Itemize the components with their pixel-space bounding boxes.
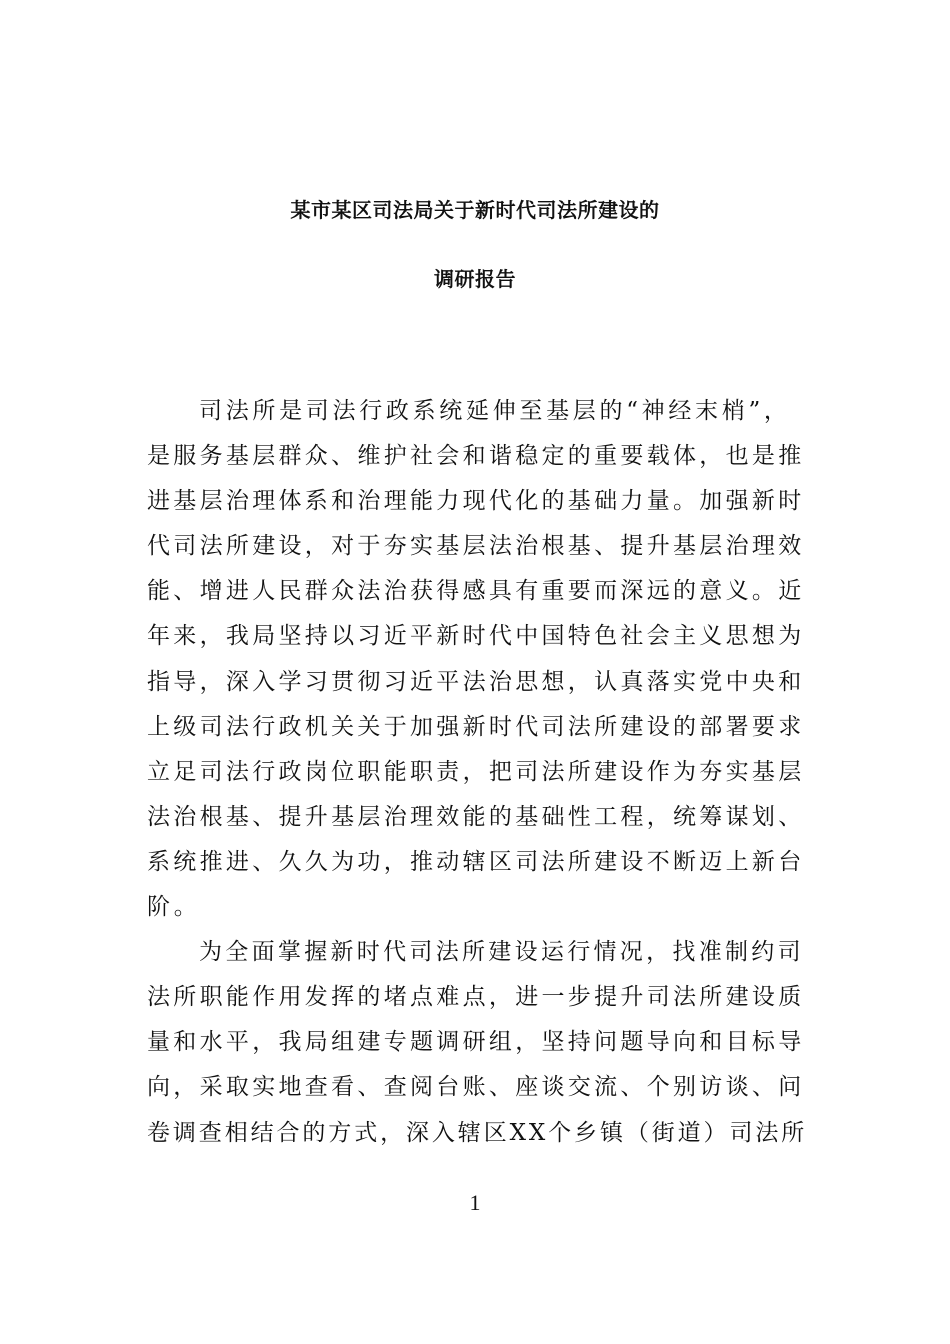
paragraph-1-line-6: 年来，我局坚持以习近平新时代中国特色社会主义思想为 — [147, 623, 805, 650]
paragraph-1-line-1: 司法所是司法行政系统延伸至基层的“神经末梢”， — [199, 398, 791, 424]
paragraph-1-line-7: 指导，深入学习贯彻习近平法治思想，认真落实党中央和 — [147, 668, 805, 695]
paragraph-2-line-2: 法所职能作用发挥的堵点难点，进一步提升司法所建设质 — [147, 984, 805, 1011]
title-line-2: 调研报告 — [434, 267, 516, 291]
paragraph-1-line-5: 能、增进人民群众法治获得感具有重要而深远的意义。近 — [147, 578, 805, 605]
paragraph-1-line-4: 代司法所建设，对于夯实基层法治根基、提升基层治理效 — [147, 533, 805, 560]
document-title — [0, 192, 950, 297]
paragraph-2-line-5: 卷调查相结合的方式，深入辖区XX个乡镇（街道）司法所 — [147, 1119, 808, 1146]
paragraph-2-line-4: 向，采取实地查看、查阅台账、座谈交流、个别访谈、问 — [147, 1074, 805, 1101]
paragraph-1-line-9: 立足司法行政岗位职能职责，把司法所建设作为夯实基层 — [147, 758, 805, 785]
paragraph-2-line-3: 量和水平，我局组建专题调研组，坚持问题导向和目标导 — [147, 1029, 805, 1056]
paragraph-1-line-11: 系统推进、久久为功，推动辖区司法所建设不断迈上新台 — [147, 848, 805, 875]
document-body — [147, 400, 807, 1167]
paragraph-1-line-8: 上级司法行政机关关于加强新时代司法所建设的部署要求 — [147, 713, 805, 740]
title-line-1: 某市某区司法局关于新时代司法所建设的 — [290, 198, 660, 222]
paragraph-2-line-1: 为全面掌握新时代司法所建设运行情况，找准制约司 — [199, 939, 804, 966]
page-number: 1 — [469, 1190, 481, 1215]
paragraph-1-line-12: 阶。 — [147, 894, 201, 921]
paragraph-1-line-3: 进基层治理体系和治理能力现代化的基础力量。加强新时 — [147, 488, 805, 515]
paragraph-1-line-10: 法治根基、提升基层治理效能的基础性工程，统筹谋划、 — [147, 803, 805, 830]
paragraph-1-line-2: 是服务基层群众、维护社会和谐稳定的重要载体，也是推 — [147, 443, 805, 470]
